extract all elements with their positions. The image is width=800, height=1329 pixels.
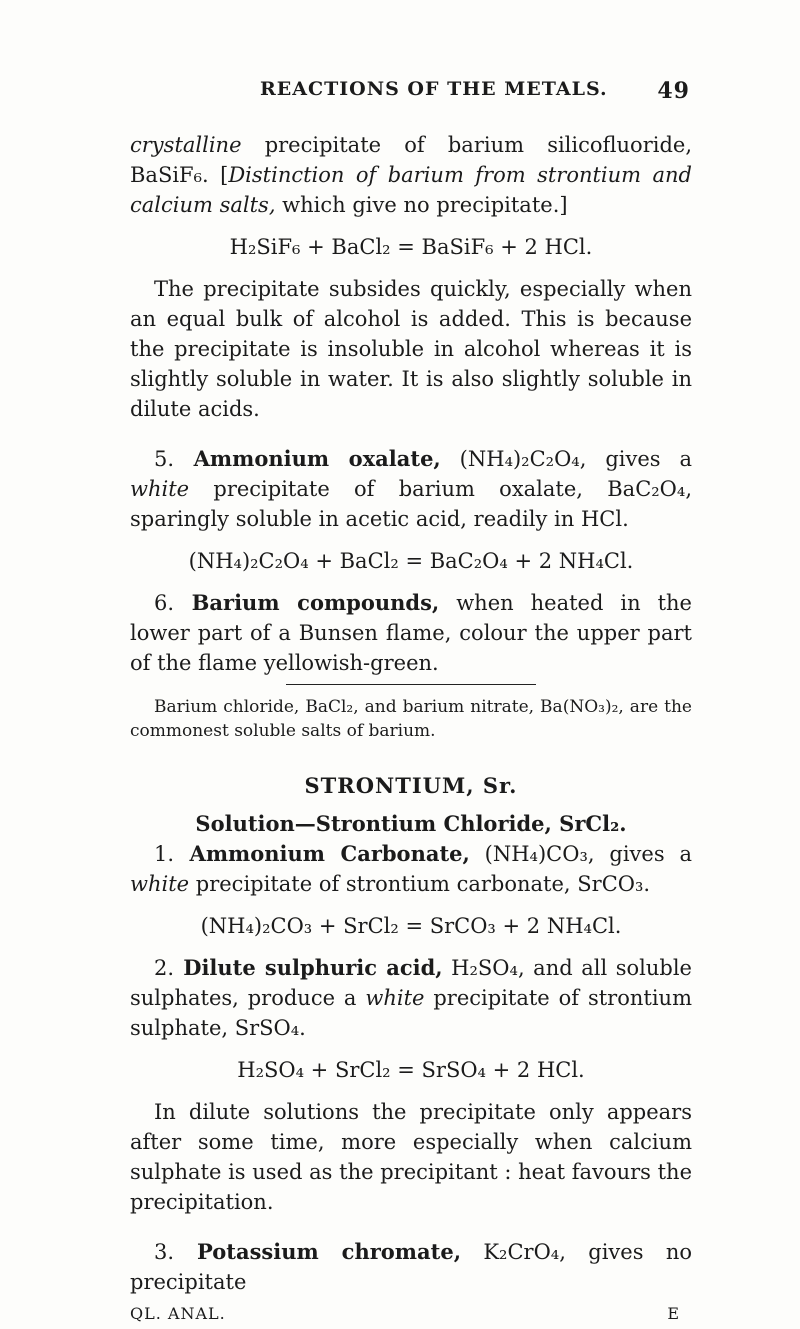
paragraph-text: (NH₄)CO₃, gives a <box>469 842 692 866</box>
section-title-strontium: STRONTIUM, Sr. <box>304 773 518 798</box>
item-heading: Potassium chromate, <box>174 1239 462 1264</box>
item-heading: Dilute sulphuric acid, <box>174 955 443 980</box>
footer-gathering-letter: E <box>667 1304 680 1323</box>
equation-1: H₂SiF₆ + BaCl₂ = BaSiF₆ + 2 HCl. <box>229 235 593 259</box>
item-heading: Ammonium Carbonate, <box>174 841 470 866</box>
paragraph-barium-silicofluoride <box>130 130 692 220</box>
item-6-barium-compounds <box>130 588 692 678</box>
page-body <box>130 130 692 1329</box>
emphasis-crystalline: crystalline <box>130 133 242 157</box>
emphasis-white: white <box>365 986 425 1010</box>
item-heading: Barium compounds, <box>174 590 440 615</box>
equation-4: H₂SO₄ + SrCl₂ = SrSO₄ + 2 HCl. <box>237 1058 585 1082</box>
paragraph-text: K₂CrO₄, gives no precipitate <box>130 1240 692 1294</box>
item-heading: Ammonium oxalate, <box>174 446 441 471</box>
emphasis-white: white <box>130 477 190 501</box>
item-5-ammonium-oxalate <box>130 444 692 534</box>
paragraph-text: precipitate of barium oxalate, BaC₂O₄, sparingly soluble in acetic acid, readily in HCl. <box>130 477 692 531</box>
paragraph-dilute-solutions: In dilute solutions the precipitate only appears after some time, more especially when calcium sulphate is used as the precipitant : heat favours the precipitation. <box>130 1100 692 1214</box>
running-title: REACTIONS OF THE METALS. <box>260 78 608 100</box>
footer-signature-mark: QL. ANAL. <box>130 1304 226 1323</box>
page-number: 49 <box>657 78 690 104</box>
signature-footer <box>130 1299 692 1329</box>
item-number: 2. <box>154 956 175 980</box>
solution-heading: Solution—Strontium Chloride, SrCl₂. <box>195 811 627 836</box>
paragraph-text: when heated in the lower part of a Bunsen flame, colour the upper part of the flame yellowish-green. <box>130 591 692 675</box>
item-number: 5. <box>154 447 175 471</box>
paragraph-text: H₂SO₄, and all soluble sulphates, produce a <box>130 956 692 1010</box>
item-1-ammonium-carbonate <box>130 839 692 899</box>
item-number: 6. <box>154 591 175 615</box>
paragraph-text: precipitate of strontium carbonate, SrCO₃. <box>189 872 651 896</box>
equation-3: (NH₄)₂CO₃ + SrCl₂ = SrCO₃ + 2 NH₄Cl. <box>200 914 622 938</box>
paragraph-precipitate-subsides: The precipitate subsides quickly, especially when an equal bulk of alcohol is added. This is because the precipitate is insoluble in alcohol whereas it is slightly soluble in water. It is also slightly soluble in dilute acids. <box>130 277 692 421</box>
separator-rule <box>286 684 536 685</box>
equation-2: (NH₄)₂C₂O₄ + BaCl₂ = BaC₂O₄ + 2 NH₄Cl. <box>188 549 634 573</box>
paragraph-text: precipitate of barium silicofluoride, BaSiF₆. [ <box>130 133 692 187</box>
item-3-potassium-chromate <box>130 1237 692 1297</box>
item-number: 1. <box>154 842 175 866</box>
paragraph-text: precipitate of strontium sulphate, SrSO₄. <box>130 986 692 1040</box>
item-number: 3. <box>154 1240 175 1264</box>
emphasis-distinction: Distinction of barium from strontium and calcium salts, <box>130 163 692 217</box>
paragraph-text: which give no precipitate.] <box>275 193 568 217</box>
item-2-dilute-sulphuric-acid <box>130 953 692 1043</box>
note-barium-salts: Barium chloride, BaCl₂, and barium nitrate, Ba(NO₃)₂, are the commonest soluble salts of barium. <box>130 697 692 741</box>
emphasis-white: white <box>130 872 190 896</box>
paragraph-text: (NH₄)₂C₂O₄, gives a <box>440 447 692 471</box>
